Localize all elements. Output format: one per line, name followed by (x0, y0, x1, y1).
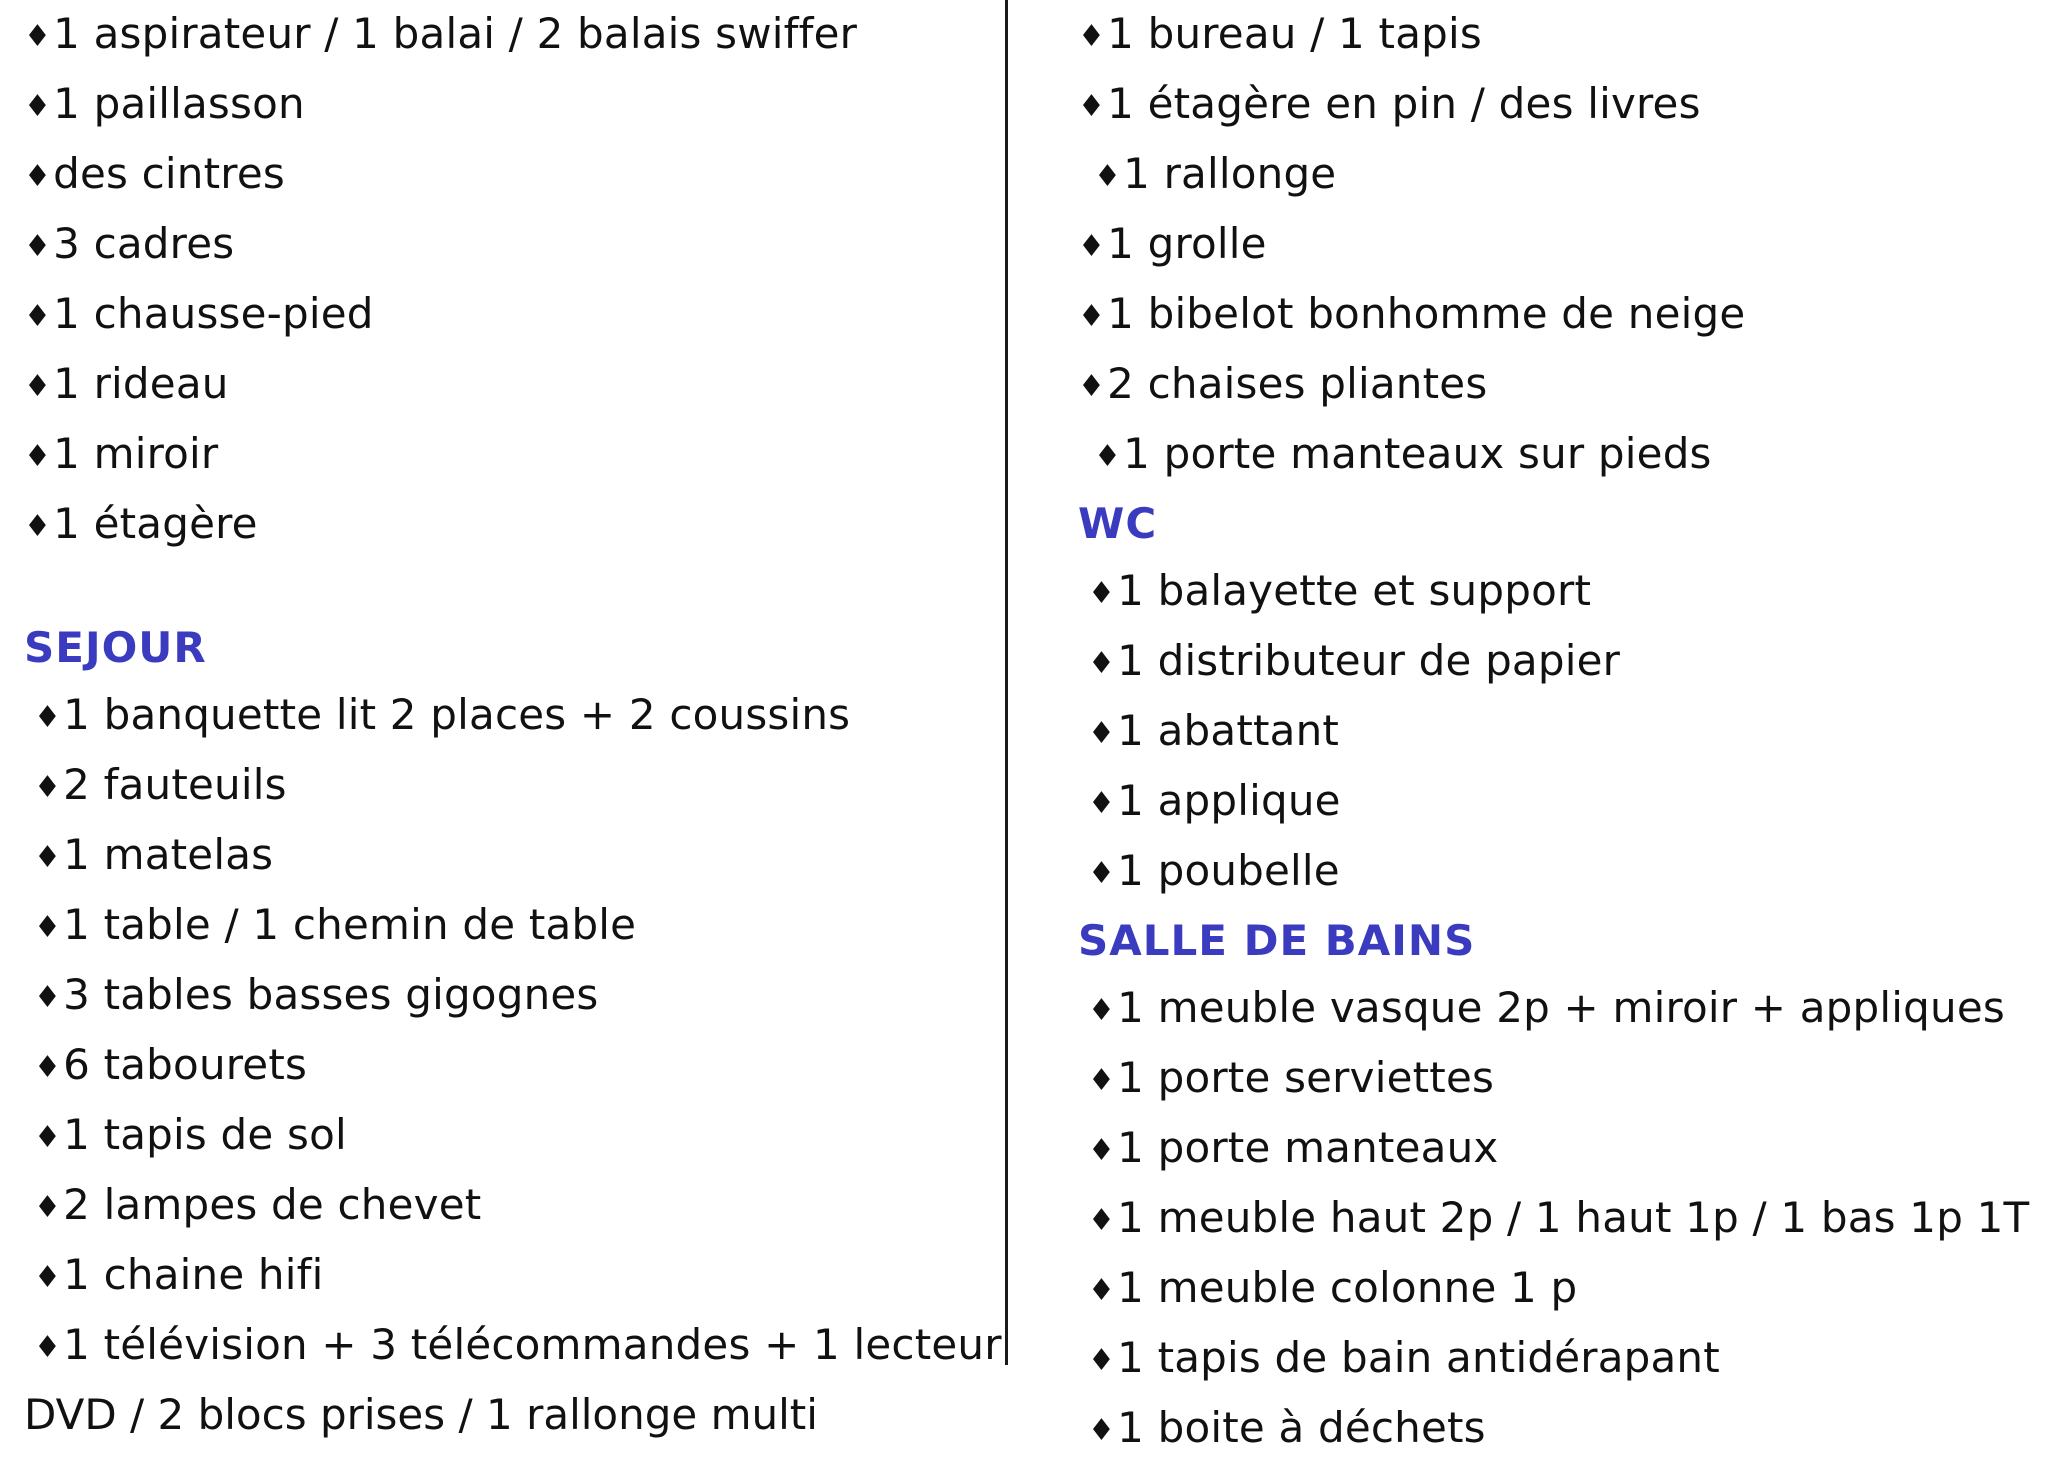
list-item (24, 891, 1005, 961)
bullet-icon: ♦ (24, 299, 52, 334)
list-item-label: des cintres (53, 149, 285, 198)
list-item-label: 1 poubelle (1117, 846, 1340, 895)
bullet-icon: ♦ (24, 439, 52, 474)
list-item-label: 1 chaine hifi (63, 1250, 324, 1299)
list-item (24, 751, 1005, 821)
bullet-icon: ♦ (1088, 576, 1116, 611)
list-item (24, 140, 1005, 210)
list-item-label: 1 tapis de sol (63, 1110, 347, 1159)
salle-de-bains-list (1078, 974, 2048, 1464)
section-heading-sejour: SEJOUR (24, 623, 207, 672)
list-item-label: 1 chausse-pied (53, 289, 374, 338)
list-item (24, 1241, 1005, 1311)
list-item-label: 1 matelas (63, 830, 274, 879)
list-item-label: 1 boite à déchets (1117, 1403, 1486, 1452)
bullet-icon: ♦ (1078, 89, 1106, 124)
list-item (24, 210, 1005, 280)
bullet-icon: ♦ (34, 1330, 62, 1365)
bullet-icon: ♦ (1088, 1063, 1116, 1098)
bullet-icon: ♦ (1088, 993, 1116, 1028)
list-item (1078, 70, 2048, 140)
left-column (0, 0, 1005, 1439)
list-item-label: 3 cadres (53, 219, 235, 268)
list-item (24, 70, 1005, 140)
list-item (1078, 140, 2048, 210)
list-item (24, 420, 1005, 490)
list-item (24, 681, 1005, 751)
right-top-list (1078, 0, 2048, 490)
list-item (1078, 0, 2048, 70)
bullet-icon: ♦ (1078, 369, 1106, 404)
list-item-label: 1 porte manteaux sur pieds (1123, 429, 1712, 478)
list-item (24, 0, 1005, 70)
list-item (24, 961, 1005, 1031)
bullet-icon: ♦ (1088, 856, 1116, 891)
list-item (1078, 420, 2048, 490)
bullet-icon: ♦ (34, 700, 62, 735)
bullet-icon: ♦ (24, 229, 52, 264)
list-item-label: 6 tabourets (63, 1040, 308, 1089)
list-item (24, 490, 1005, 560)
bullet-icon: ♦ (1088, 786, 1116, 821)
list-item (1078, 1114, 2048, 1184)
list-item (24, 1101, 1005, 1171)
list-item-label: 3 tables basses gigognes (63, 970, 599, 1019)
list-item (24, 821, 1005, 891)
list-item-label: 1 grolle (1107, 219, 1267, 268)
list-item (1078, 1044, 2048, 1114)
list-item-label: 1 distributeur de papier (1117, 636, 1621, 685)
list-item-label: 1 applique (1117, 776, 1341, 825)
list-item-label: 2 chaises pliantes (1107, 359, 1488, 408)
list-item (1078, 1184, 2048, 1254)
right-column (1008, 0, 2048, 1452)
bullet-icon: ♦ (24, 509, 52, 544)
list-item-label: 2 lampes de chevet (63, 1180, 482, 1229)
list-item (1078, 627, 2048, 697)
bullet-icon: ♦ (1088, 1203, 1116, 1238)
list-item (1078, 350, 2048, 420)
list-item (24, 280, 1005, 350)
left-top-list (24, 0, 1005, 560)
list-item-label: 1 table / 1 chemin de table (63, 900, 637, 949)
bullet-icon: ♦ (24, 19, 52, 54)
list-item-label: 1 abattant (1117, 706, 1340, 755)
list-item (1078, 1324, 2048, 1394)
list-item (1078, 1254, 2048, 1324)
bullet-icon: ♦ (1078, 229, 1106, 264)
list-item (1078, 280, 2048, 350)
list-item (1078, 837, 2048, 907)
list-item-label: 1 rideau (53, 359, 229, 408)
list-item-label: 1 meuble vasque 2p + miroir + appliques (1117, 983, 2005, 1032)
list-item (1078, 974, 2048, 1044)
bullet-icon: ♦ (34, 1120, 62, 1155)
bullet-icon: ♦ (1078, 19, 1106, 54)
bullet-icon: ♦ (34, 840, 62, 875)
bullet-icon: ♦ (34, 1260, 62, 1295)
list-item-label: 1 étagère en pin / des livres (1107, 79, 1701, 128)
list-item-label: 1 porte serviettes (1117, 1053, 1495, 1102)
list-item (24, 350, 1005, 420)
bullet-icon: ♦ (1094, 159, 1122, 194)
wc-list (1078, 557, 2048, 907)
list-item-label: 1 rallonge (1123, 149, 1337, 198)
bullet-icon: ♦ (1094, 439, 1122, 474)
section-heading-wc: WC (1078, 499, 1158, 548)
list-item-label: 1 aspirateur / 1 balai / 2 balais swiffer (53, 9, 858, 58)
list-item-label: 2 fauteuils (63, 760, 287, 809)
list-item (1078, 557, 2048, 627)
list-item-label: 1 porte manteaux (1117, 1123, 1499, 1172)
bullet-icon: ♦ (34, 1190, 62, 1225)
bullet-icon: ♦ (1088, 1273, 1116, 1308)
list-item-label: 1 balayette et support (1117, 566, 1592, 615)
bullet-icon: ♦ (34, 980, 62, 1015)
bullet-icon: ♦ (1088, 716, 1116, 751)
list-item-label: 1 télévision + 3 télécommandes + 1 lecteur (63, 1320, 1002, 1369)
sejour-list (24, 681, 1005, 1381)
section-spacer (24, 560, 1005, 614)
list-item-label: 1 bureau / 1 tapis (1107, 9, 1482, 58)
list-item (1078, 767, 2048, 837)
bullet-icon: ♦ (1078, 299, 1106, 334)
section-heading-salle-de-bains: SALLE DE BAINS (1078, 916, 1476, 965)
bullet-icon: ♦ (1088, 646, 1116, 681)
bullet-icon: ♦ (24, 89, 52, 124)
bullet-icon: ♦ (34, 910, 62, 945)
bullet-icon: ♦ (1088, 1133, 1116, 1168)
list-item-label: 1 meuble haut 2p / 1 haut 1p / 1 bas 1p 1T (1117, 1193, 2030, 1242)
bullet-icon: ♦ (34, 1050, 62, 1085)
bullet-icon: ♦ (1088, 1343, 1116, 1378)
list-item-label: 1 banquette lit 2 places + 2 coussins (63, 690, 851, 739)
list-item-label: 1 étagère (53, 499, 258, 548)
bullet-icon: ♦ (24, 159, 52, 194)
list-item-continuation: DVD / 2 blocs prises / 1 rallonge multi (24, 1390, 818, 1439)
list-item (1078, 697, 2048, 767)
bullet-icon: ♦ (24, 369, 52, 404)
bullet-icon: ♦ (34, 770, 62, 805)
list-item-label: 1 tapis de bain antidérapant (1117, 1333, 1720, 1382)
list-item (24, 1031, 1005, 1101)
list-item-label: 1 paillasson (53, 79, 305, 128)
list-item-label: 1 miroir (53, 429, 219, 478)
list-item (1078, 1394, 2048, 1464)
list-item (24, 1311, 1005, 1381)
list-item (24, 1171, 1005, 1241)
list-item-label: 1 meuble colonne 1 p (1117, 1263, 1578, 1312)
bullet-icon: ♦ (1088, 1413, 1116, 1448)
list-item-label: 1 bibelot bonhomme de neige (1107, 289, 1746, 338)
list-item (1078, 210, 2048, 280)
